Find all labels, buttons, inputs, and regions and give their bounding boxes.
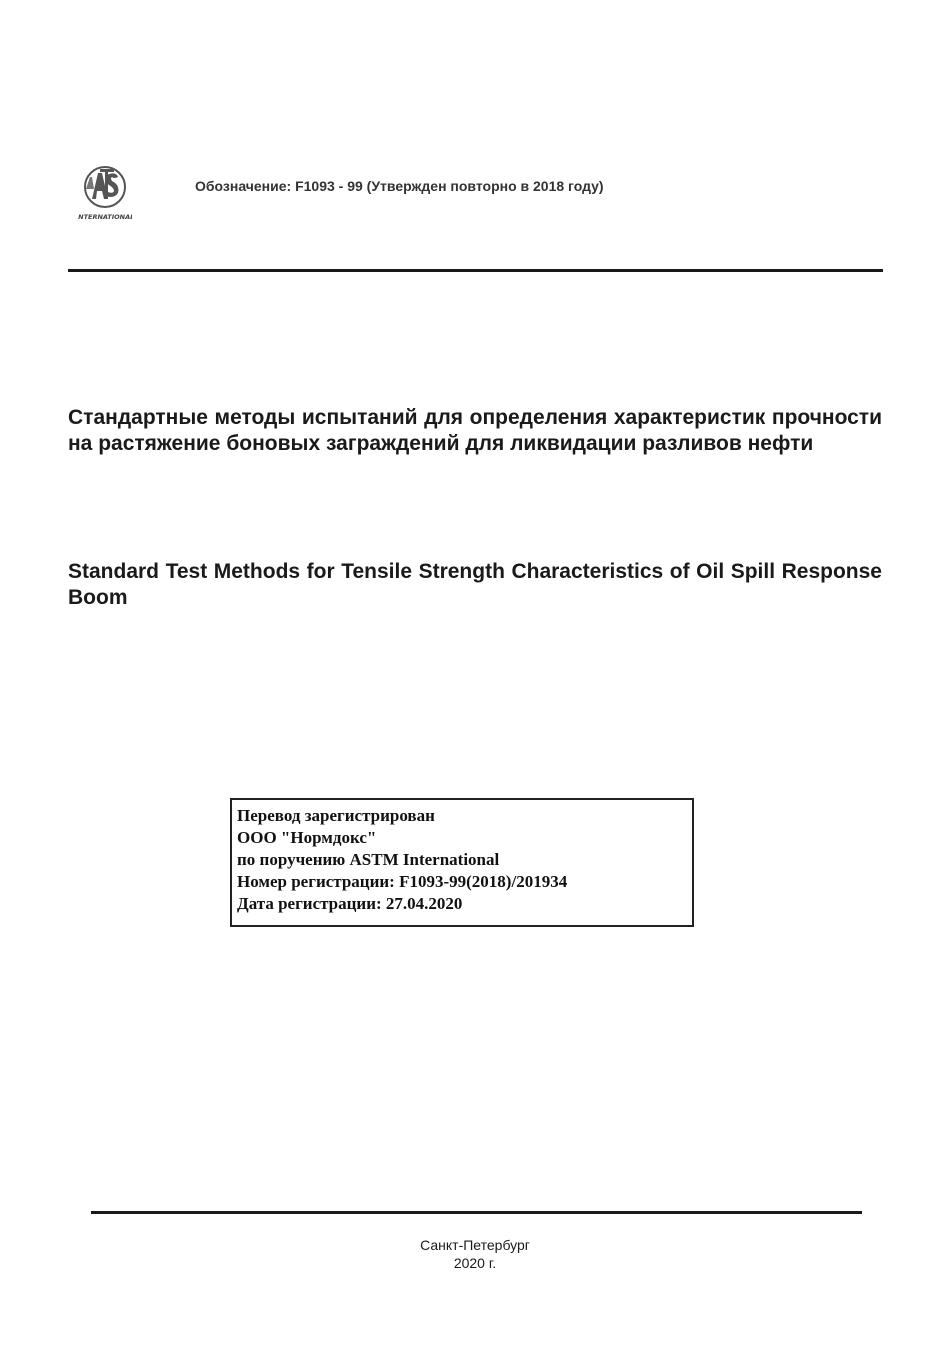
document-designation: Обозначение: F1093 - 99 (Утвержден повторно в 2018 году) (195, 178, 604, 194)
astm-logo (78, 163, 132, 223)
astm-logo-icon (78, 163, 132, 223)
title-russian: Стандартные методы испытаний для определения характеристик прочности на растяжение боновых заграждений для ликвидации разливов нефти (68, 406, 882, 455)
title-english: Standard Test Methods for Tensile Strength Characteristics of Oil Spill Response Boom (68, 560, 882, 609)
registration-line: Дата регистрации: 27.04.2020 (237, 894, 463, 913)
top-divider (68, 269, 883, 272)
bottom-divider (91, 1211, 862, 1214)
registration-line: по поручению ASTM International (237, 850, 500, 869)
registration-line: Перевод зарегистрирован (237, 806, 435, 825)
registration-line: ООО "Нормдокс" (237, 828, 377, 847)
footer-city: Санкт-Петербург (420, 1237, 530, 1253)
registration-box (230, 798, 694, 927)
logo-subtext: INTERNATIONAL (78, 213, 132, 221)
footer-year: 2020 г. (453, 1255, 497, 1271)
registration-line: Номер регистрации: F1093-99(2018)/201934 (237, 872, 568, 891)
